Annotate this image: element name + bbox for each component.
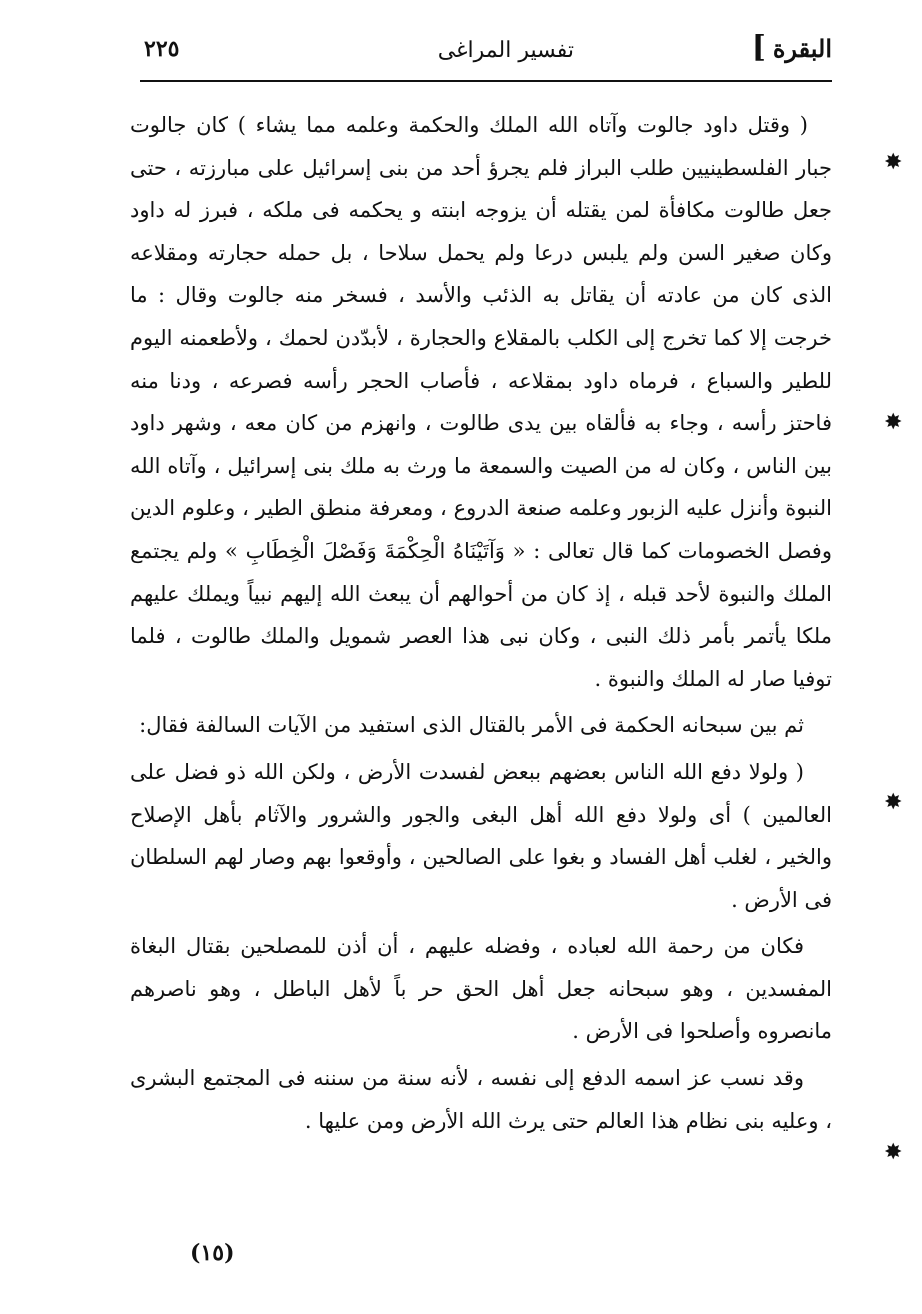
margin-mark-icon: ✸	[884, 410, 903, 435]
header-rule	[140, 80, 832, 82]
header-bracket: ]	[751, 30, 766, 65]
page-header	[140, 30, 832, 74]
book-title: تفسير المراغى	[437, 38, 574, 63]
page-number: ٢٢٥	[144, 36, 180, 62]
paragraph-2: ثم بين سبحانه الحكمة فى الأمر بالقتال الذى استفيد من الآيات السالفة فقال:	[139, 713, 804, 738]
paragraph-5: وقد نسب عز اسمه الدفع إلى نفسه ، لأنه سنة من سننه فى المجتمع البشرى ، وعليه بنى نظام هذا العالم حتى يرث الله الأرض ومن عليها .	[130, 1066, 832, 1133]
body-text	[130, 104, 832, 1146]
margin-mark-icon: ✸	[884, 150, 903, 175]
surah-name: البقرة	[772, 34, 832, 63]
paragraph-4: فكان من رحمة الله لعباده ، وفضله عليهم ، أن أذن للمصلحين بقتال البغاة المفسدين ، وهو سبحانه جعل أهل الحق حر باً لأهل الباطل ، وهو ناصرهم مانصروه وأصلحوا فى الأرض .	[130, 934, 832, 1044]
margin-mark-icon: ✸	[884, 1140, 903, 1165]
footer-page-label: (١٥)	[190, 1240, 235, 1266]
margin-mark-icon: ✸	[884, 790, 903, 815]
paragraph-1: ( وقتل داود جالوت وآتاه الله الملك والحكمة وعلمه مما يشاء ) كان جالوت جبار الفلسطينيين طلب البراز فلم يجرؤ أحد من بنى إسرائيل على مبارزته ، حتى جعل طالوت مكافأة لمن يقتله أن يزوجه ابنته و يحكمه فى ملكه ، فبرز له داود وكان صغير السن ولم يلبس درعا ولم يحمل سلاحا ، بل حمله حجارته ومقلاعه الذى كان من عادته أن يقاتل به الذئب والأسد ، فسخر منه جالوت وقال : ما خرجت إلا كما تخرج إلى الكلب بالمقلاع والحجارة ، لأبدّدن لحمك ، ولأطعمنه اليوم للطير والسباع ، فرماه داود بمقلاعه ، فأصاب الحجر رأسه فصرعه ، ودنا منه فاحتز رأسه ، وجاء به فألقاه بين يدى طالوت ، وانهزم من كان معه ، وشهر داود بين الناس ، وكان له من الصيت والسمعة ما ورث به ملك بنى إسرائيل ، وآتاه الله النبوة وأنزل عليه الزبور وعلمه صنعة الدروع ، ومعرفة منطق الطير ، وعلوم الدين وفصل الخصومات كما قال تعالى : « وَآتَيْنَاهُ الْحِكْمَةَ وَفَصْلَ الْخِطَابِ » ولم يجتمع الملك والنبوة لأحد قبله ، إذ كان من أحوالهم أن يبعث الله إليهم نبياً ويملك عليهم ملكا يأتمر بأمر ذلك النبى ، وكان نبى هذا العصر شمويل والملك طالوت ، فلما توفيا صار له الملك والنبوة .	[130, 113, 832, 691]
paragraph-3: ( ولولا دفع الله الناس بعضهم ببعض لفسدت الأرض ، ولكن الله ذو فضل على العالمين ) أى ولولا دفع الله أهل البغى والجور والشرور والآثام بأهل الإصلاح والخير ، لغلب أهل الفساد و بغوا على الصالحين ، وأوقعوا بهم وصار لهم السلطان فى الأرض .	[130, 759, 832, 912]
